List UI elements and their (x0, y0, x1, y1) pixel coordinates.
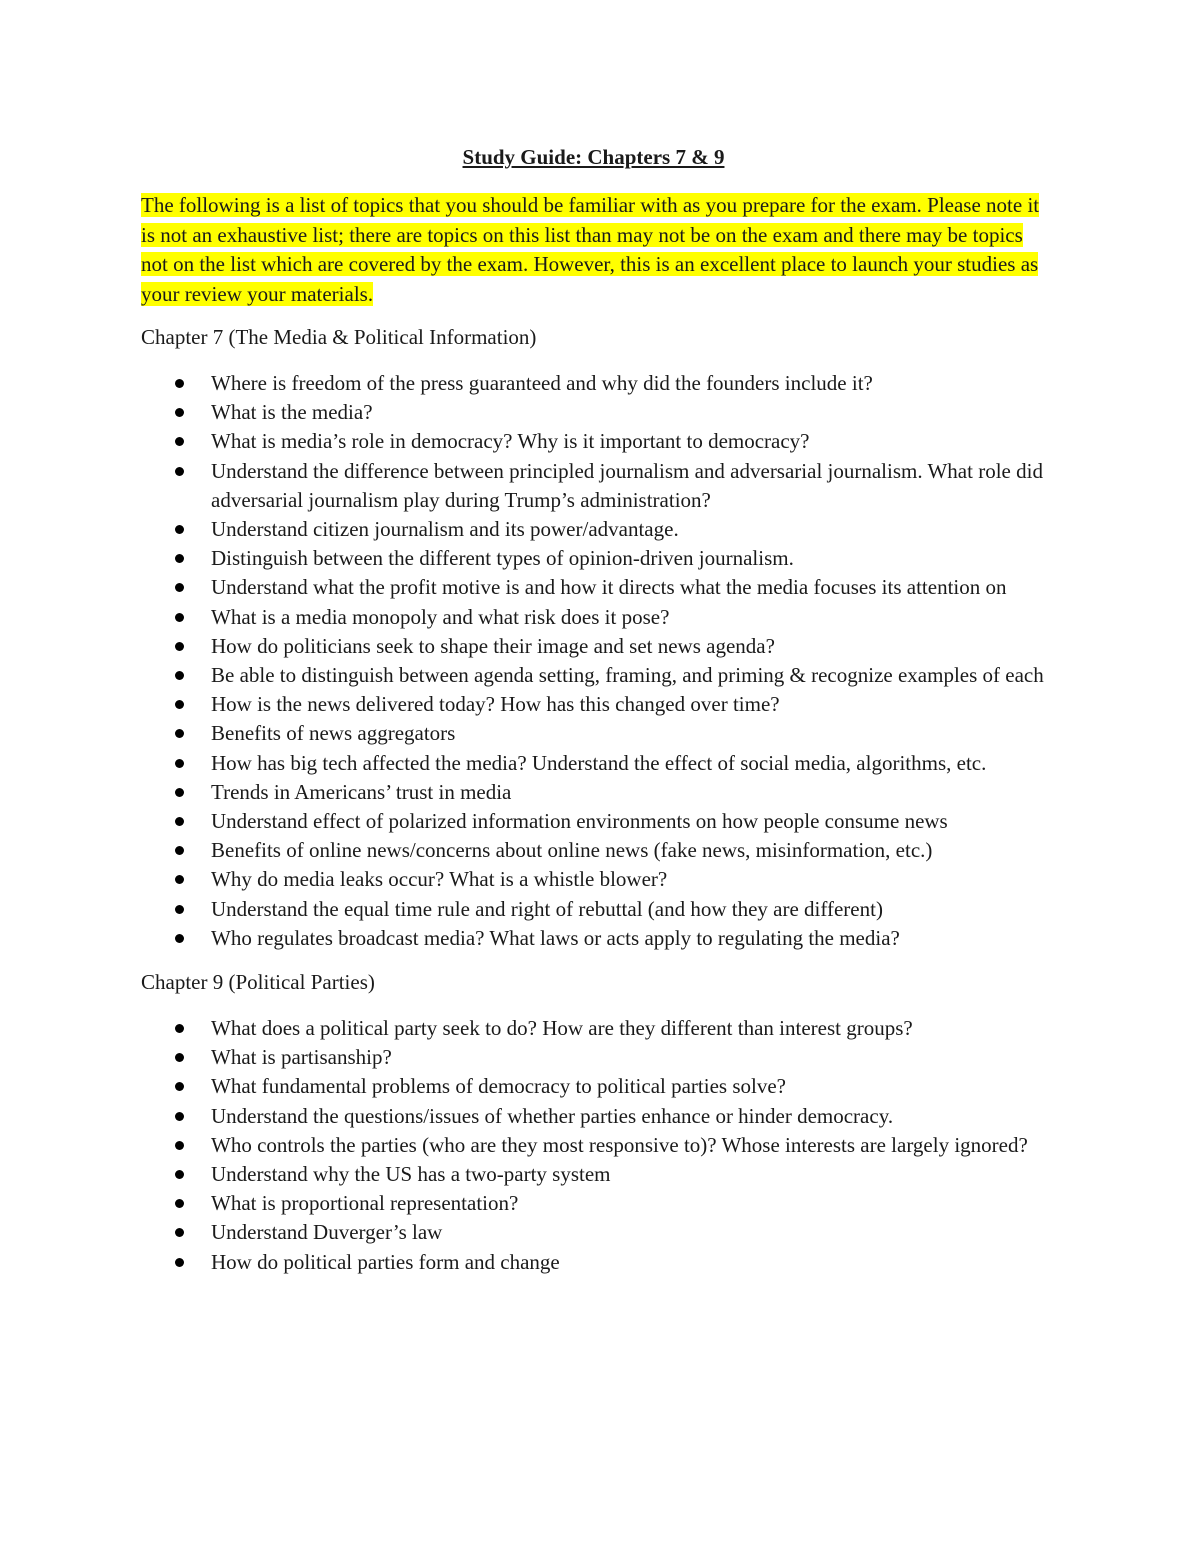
list-item: Understand the difference between principled journalism and adversarial journalism. What role did adversarial journalism play during Trump’s administration? (141, 457, 1046, 515)
page-title: Study Guide: Chapters 7 & 9 (462, 145, 725, 169)
list-item: Understand the equal time rule and right of rebuttal (and how they are different) (141, 895, 1046, 924)
list-item: Benefits of news aggregators (141, 719, 1046, 748)
chapter-7-heading: Chapter 7 (The Media & Political Information) (141, 325, 537, 349)
list-item: How do politicians seek to shape their image and set news agenda? (141, 632, 1046, 661)
list-item: Understand what the profit motive is and how it directs what the media focuses its attention on (141, 573, 1046, 602)
list-item: Understand the questions/issues of whether parties enhance or hinder democracy. (141, 1102, 1046, 1131)
list-item: How is the news delivered today? How has this changed over time? (141, 690, 1046, 719)
list-item: Who controls the parties (who are they most responsive to)? Whose interests are largely ignored? (141, 1131, 1046, 1160)
list-item: What is media’s role in democracy? Why is it important to democracy? (141, 427, 1046, 456)
list-item: Benefits of online news/concerns about online news (fake news, misinformation, etc.) (141, 836, 1046, 865)
intro-paragraph (141, 191, 1046, 309)
list-item: Why do media leaks occur? What is a whistle blower? (141, 865, 1046, 894)
list-item: Trends in Americans’ trust in media (141, 778, 1046, 807)
list-item: How has big tech affected the media? Understand the effect of social media, algorithms, etc. (141, 749, 1046, 778)
list-item: What is the media? (141, 398, 1046, 427)
list-item: Understand Duverger’s law (141, 1218, 1046, 1247)
list-item: Distinguish between the different types of opinion-driven journalism. (141, 544, 1046, 573)
list-item: What is partisanship? (141, 1043, 1046, 1072)
list-item: Where is freedom of the press guaranteed and why did the founders include it? (141, 369, 1046, 398)
list-item: Be able to distinguish between agenda setting, framing, and priming & recognize examples of each (141, 661, 1046, 690)
list-item: What is a media monopoly and what risk does it pose? (141, 603, 1046, 632)
intro-highlighted-text: The following is a list of topics that you should be familiar with as you prepare for the exam. Please note it is not an exhaustive list; there are topics on this list than may not be on the exam and there may be topics not on the list which are covered by the exam. However, this is an excellent place to launch your studies as your review your materials. (141, 193, 1040, 306)
list-item: What does a political party seek to do? How are they different than interest groups? (141, 1014, 1046, 1043)
list-item: Who regulates broadcast media? What laws or acts apply to regulating the media? (141, 924, 1046, 953)
chapter-9-heading: Chapter 9 (Political Parties) (141, 970, 375, 995)
list-item: How do political parties form and change (141, 1248, 1046, 1277)
list-item: What is proportional representation? (141, 1189, 1046, 1218)
list-item: Understand citizen journalism and its power/advantage. (141, 515, 1046, 544)
document-page (141, 143, 1046, 1292)
chapter-9-topic-list (141, 1014, 1046, 1277)
list-item: Understand effect of polarized information environments on how people consume news (141, 807, 1046, 836)
list-item: What fundamental problems of democracy to political parties solve? (141, 1072, 1046, 1101)
list-item: Understand why the US has a two-party system (141, 1160, 1046, 1189)
chapter-7-topic-list (141, 369, 1046, 953)
